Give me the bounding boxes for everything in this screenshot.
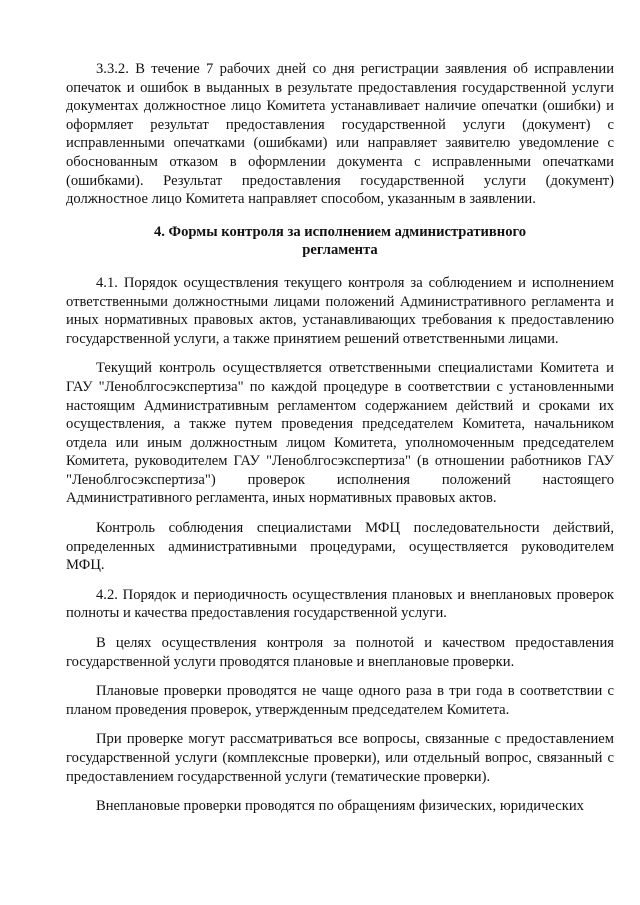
paragraph-mfc-control: Контроль соблюдения специалистами МФЦ последовательности действий, определенных административными процедурами, осуществляется руководителем МФЦ. <box>66 520 614 574</box>
paragraph-unplanned-checks: Внеплановые проверки проводятся по обращениям физических, юридических <box>96 798 584 815</box>
section-4-heading-line-2: регламента <box>302 242 378 259</box>
section-4-heading <box>66 223 614 260</box>
paragraph-purpose: В целях осуществления контроля за полнотой и качеством предоставления государственной услуги проводятся плановые и внеплановые проверки. <box>66 635 614 670</box>
paragraph-3-3-2: 3.3.2. В течение 7 рабочих дней со дня регистрации заявления об исправлении опечаток и ошибок в выданных в результате предоставления государственной услуги документах должностное лицо Комитета устанавливает наличие опечатки (ошибки) и оформляет результат предоставления государственной услуги (документ) с исправленными опечатками (ошибками) или направляет заявителю уведомление с обоснованным отказом в оформлении документа с исправленными опечатками (ошибками). Результат предоставления государственной услуги (документ) должностное лицо Комитета направляет способом, указанным в заявлении. <box>66 61 614 208</box>
paragraph-4-2: 4.2. Порядок и периодичность осуществления плановых и внеплановых проверок полноты и качества предоставления государственной услуги. <box>66 586 614 622</box>
paragraph-planned-checks: Плановые проверки проводятся не чаще одного раза в три года в соответствии с планом проведения проверок, утвержденным председателем Комитета. <box>66 683 614 718</box>
paragraph-4-1: 4.1. Порядок осуществления текущего контроля за соблюдением и исполнением ответственными должностными лицами положений Административного регламента и иных нормативных правовых актов, устанавливающих требования к предоставлению государственной услуги, а также принятием решений ответственными лицами. <box>66 274 614 347</box>
document-page <box>66 60 614 827</box>
paragraph-current-control: Текущий контроль осуществляется ответственными специалистами Комитета и ГАУ "Леноблгосэкспертиза" по каждой процедуре в соответствии с установленными настоящим Административным регламентом содержанием действий и сроками их осуществления, а также путем проведения председателем Комитета, начальником отдела или иным должностным лицом Комитета, уполномоченным председателем Комитета, руководителем ГАУ "Леноблгосэкспертиза" (в отношении работников ГАУ "Леноблгосэкспертиза") проверок исполнения положений настоящего Административного регламента, иных нормативных правовых актов. <box>66 360 614 507</box>
paragraph-check-scope: При проверке могут рассматриваться все вопросы, связанные с предоставлением государственной услуги (комплексные проверки), или отдельный вопрос, связанный с предоставлением государственной услуги (тематические проверки). <box>66 731 614 785</box>
section-4-heading-line-1: 4. Формы контроля за исполнением административного <box>153 223 527 240</box>
